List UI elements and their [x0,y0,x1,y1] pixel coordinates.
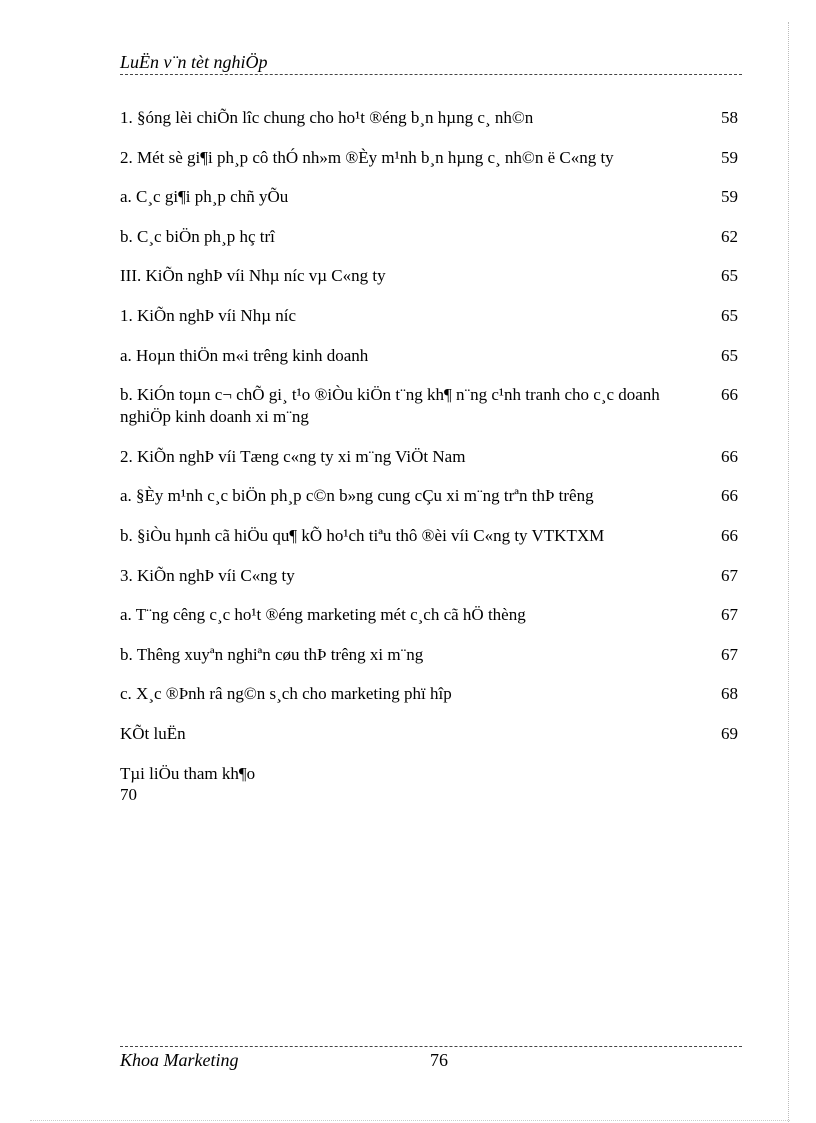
toc-entry-page: 66 [721,525,738,545]
footer-page-number: 76 [430,1050,448,1070]
toc-entry-page: 66 [721,385,738,405]
toc-entry-text: a. Hoµn thiÖn m«i trêng kinh doanh [120,345,369,365]
toc-entry-page: 58 [721,108,738,127]
toc-entry-text: 3. KiÕn nghÞ víi C«ng ty [120,565,295,585]
toc-entry [120,107,742,129]
toc-entry [120,565,742,587]
toc-entry-references [120,763,742,805]
toc-entry-page: 62 [721,226,738,246]
toc-entry-page: 69 [721,723,738,743]
toc-entry-text: c. X¸c ®Þnh râ ng©n s¸ch cho marketing phï hîp [120,684,452,704]
toc-entry-page: 67 [721,605,738,625]
toc-entry-page: 65 [721,305,738,325]
toc-entry-page: 70 [120,784,137,804]
toc-entry-text: 2. KiÕn nghÞ víi Tæng c«ng ty xi m¨ng ViÖt Nam [120,446,466,466]
toc-entry-page: 65 [721,345,738,365]
footer-department: Khoa Marketing [120,1050,239,1070]
toc-entry-text: a. C¸c gi¶i ph¸p chñ yÕu [120,187,289,207]
toc-entry-page: 66 [721,486,738,506]
toc-entry [120,683,742,705]
toc-entry-page: 65 [721,266,738,286]
toc-entry-page: 66 [721,446,738,466]
toc-entry [120,226,742,248]
toc-entry-text: b. §iÒu hµnh cã hiÖu qu¶ kÕ ho¹ch tiªu thô ®èi víi C«ng ty VTKTXM [120,525,605,545]
toc-entry-text: b. KiÓn toµn c¬ chÕ gi¸ t¹o ®iÒu kiÖn t¨ng kh¶ n¨ng c¹nh tranh cho c¸c doanh nghiÖp kinh doanh xi m¨ng [120,385,660,427]
toc-entry [120,305,742,327]
toc-entry-text: a. §Èy m¹nh c¸c biÖn ph¸p c©n b»ng cung cÇu xi m¨ng trªn thÞ trêng [120,486,594,506]
toc-entry-text: 1. KiÕn nghÞ víi Nhµ níc [120,305,297,325]
toc-entry-text: Tµi liÖu tham kh¶o [120,763,256,783]
header-title: LuËn v¨n tèt nghiÖp [120,52,268,72]
toc-entry-page: 67 [721,565,738,585]
toc-entry [120,265,742,287]
footer-divider [120,1046,742,1047]
toc-entry-text: KÕt luËn [120,723,186,743]
toc-entry [120,186,742,208]
toc-entry [120,384,742,428]
toc-entry-text: b. Thêng xuyªn nghiªn cøu thÞ trêng xi m¨ng [120,644,424,664]
header-divider [120,74,742,75]
toc-entry [120,644,742,666]
toc-entry-page: 67 [721,644,738,664]
toc-entry [120,485,742,507]
toc-entry-text: 2. Mét sè gi¶i ph¸p cô thÓ nh»m ®Èy m¹nh b¸n hµng c¸ nh©n ë C«ng ty [120,147,614,167]
toc-entry-text: b. C¸c biÖn ph¸p hç trî [120,226,275,246]
toc-entry [120,525,742,547]
toc-entry-page: 68 [721,684,738,704]
page-border-right [788,22,789,1122]
toc-entry [120,604,742,626]
toc-entry [120,723,742,745]
toc-entry-page: 59 [721,187,738,207]
toc-entry [120,345,742,367]
table-of-contents [120,107,742,822]
toc-entry [120,147,742,169]
toc-entry-text: 1. §óng lèi chiÕn lîc chung cho ho¹t ®éng b¸n hµng c¸ nh©n [120,108,534,127]
toc-entry-text: III. KiÕn nghÞ víi Nhµ níc vµ C«ng ty [120,266,386,286]
toc-entry [120,446,742,468]
toc-entry-text: a. T¨ng cêng c¸c ho¹t ®éng marketing mét c¸ch cã hÖ thèng [120,605,526,625]
toc-entry-page: 59 [721,147,738,167]
page-border-bottom [30,1120,790,1121]
